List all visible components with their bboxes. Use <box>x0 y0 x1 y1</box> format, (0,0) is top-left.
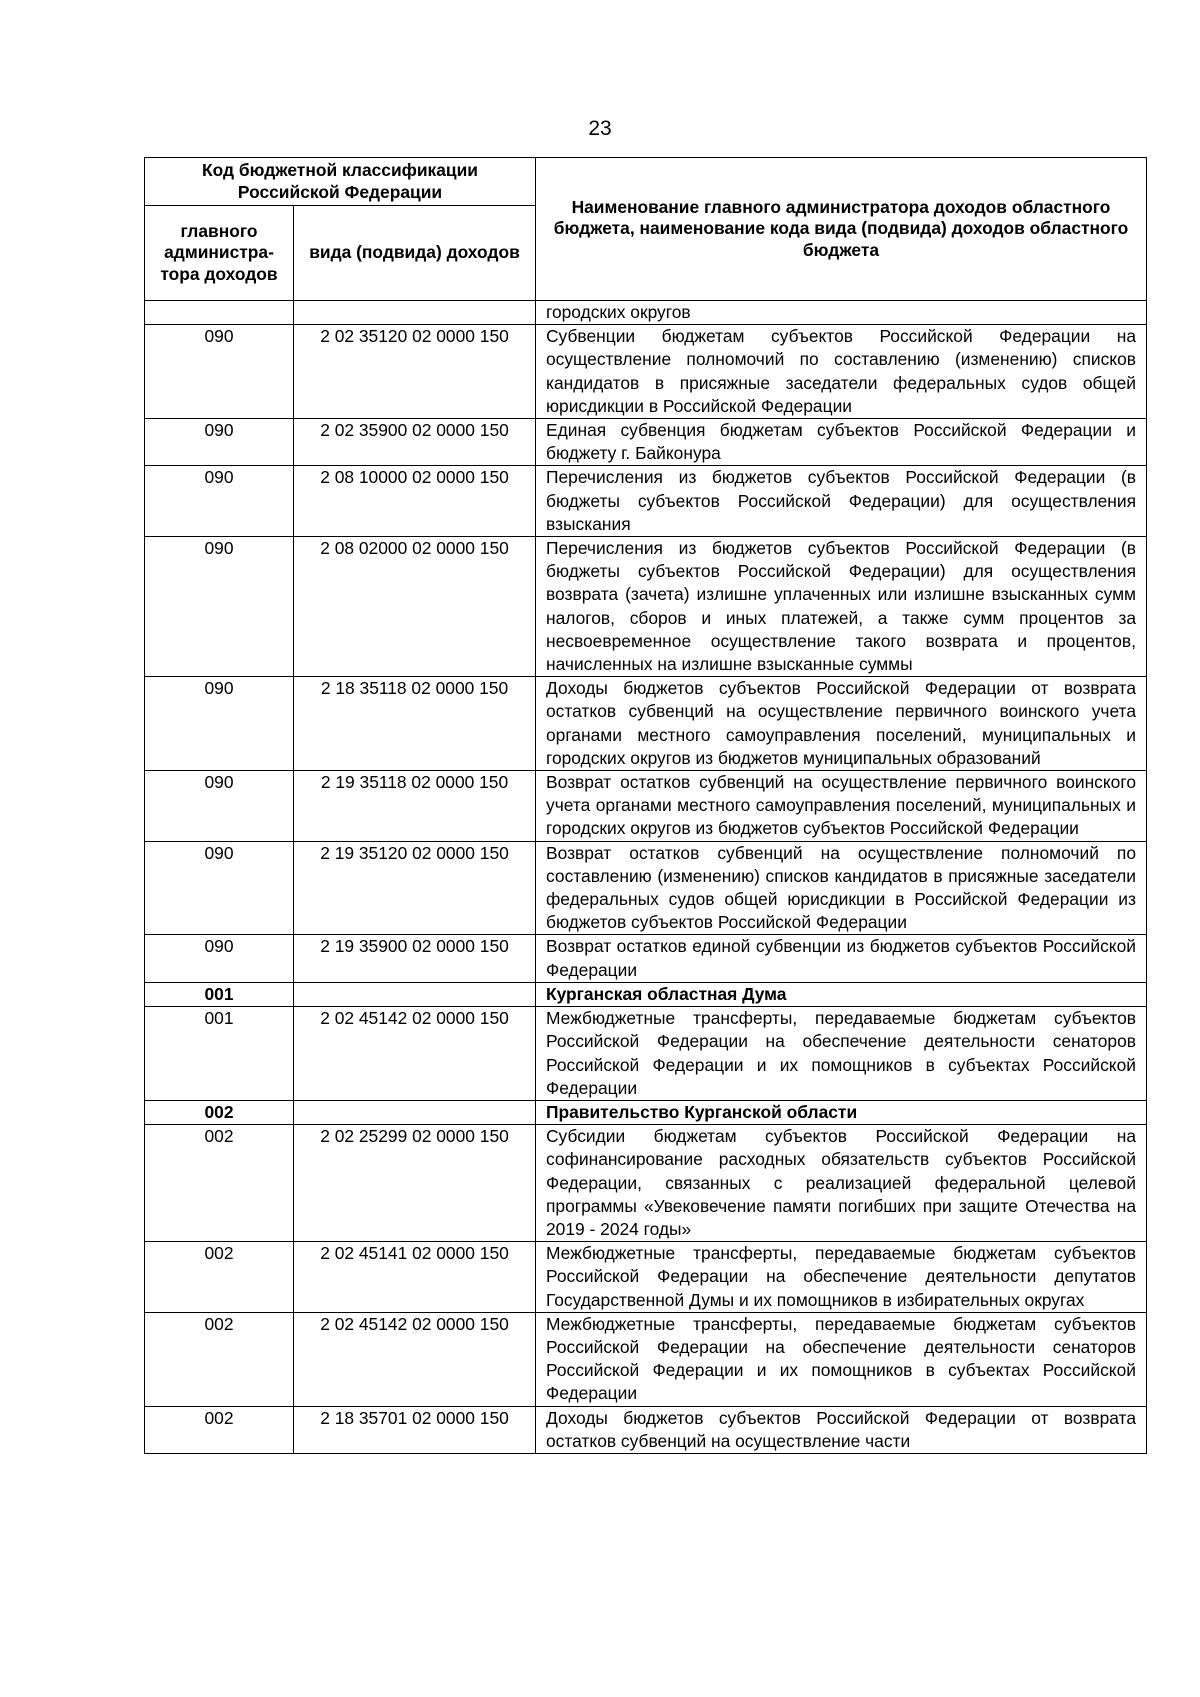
row-income-code: 2 19 35120 02 0000 150 <box>294 841 536 935</box>
row-income-code: 2 02 45142 02 0000 150 <box>294 1312 536 1406</box>
row-admin-code: 090 <box>145 325 294 419</box>
header-name-column: Наименование главного администратора доходов областного бюджета, наименование кода вида (подвида) доходов областного бюджета <box>536 158 1147 301</box>
table-row <box>145 537 1147 677</box>
row-income-code: 2 08 02000 02 0000 150 <box>294 537 536 677</box>
row-income-code: 2 02 25299 02 0000 150 <box>294 1125 536 1242</box>
row-income-code: 2 02 35120 02 0000 150 <box>294 325 536 419</box>
row-income-code: 2 18 35701 02 0000 150 <box>294 1406 536 1453</box>
row-income-code <box>294 982 536 1006</box>
table-row <box>145 1312 1147 1406</box>
row-income-code: 2 19 35118 02 0000 150 <box>294 771 536 842</box>
table-body <box>145 301 1147 1454</box>
table-row <box>145 935 1147 982</box>
table-row <box>145 1242 1147 1313</box>
row-admin-code: 090 <box>145 466 294 537</box>
row-admin-code: 002 <box>145 1406 294 1453</box>
row-income-code: 2 08 10000 02 0000 150 <box>294 466 536 537</box>
row-income-name: Межбюджетные трансферты, передаваемые бюджетам субъектов Российской Федерации на обеспечение деятельности сенаторов Российской Федерации и их помощников в субъектах Российской Федерации <box>536 1007 1147 1101</box>
row-income-name: Доходы бюджетов субъектов Российской Федерации от возврата остатков субвенций на осуществление части <box>536 1406 1147 1453</box>
row-income-code: 2 18 35118 02 0000 150 <box>294 677 536 771</box>
row-income-code <box>294 301 536 325</box>
row-admin-code: 090 <box>145 935 294 982</box>
row-income-name: Межбюджетные трансферты, передаваемые бюджетам субъектов Российской Федерации на обеспечение деятельности сенаторов Российской Федерации и их помощников в субъектах Российской Федерации <box>536 1312 1147 1406</box>
row-admin-code <box>145 301 294 325</box>
row-income-name: Правительство Курганской области <box>536 1100 1147 1124</box>
row-admin-code: 001 <box>145 982 294 1006</box>
row-income-name: городских округов <box>536 301 1147 325</box>
row-income-code: 2 02 45141 02 0000 150 <box>294 1242 536 1313</box>
table-row <box>145 301 1147 325</box>
table-row <box>145 841 1147 935</box>
row-income-name: Субвенции бюджетам субъектов Российской Федерации на осуществление полномочий по составлению (изменению) списков кандидатов в присяжные заседатели федеральных судов общей юрисдикции в Российской Федерации <box>536 325 1147 419</box>
row-admin-code: 090 <box>145 537 294 677</box>
row-income-name: Курганская областная Дума <box>536 982 1147 1006</box>
table-row <box>145 419 1147 466</box>
row-income-code: 2 02 35900 02 0000 150 <box>294 419 536 466</box>
table-row <box>145 1406 1147 1453</box>
row-income-code <box>294 1100 536 1124</box>
table-row <box>145 1007 1147 1101</box>
row-income-name: Возврат остатков единой субвенции из бюджетов субъектов Российской Федерации <box>536 935 1147 982</box>
row-income-name: Перечисления из бюджетов субъектов Российской Федерации (в бюджеты субъектов Российской Федерации) для осуществления возврата (зачета) излишне уплаченных или излишне взысканных сумм налогов, сборов и иных платежей, а также сумм процентов за несвоевременное осуществление такого возврата и процентов, начисленных на излишне взысканные суммы <box>536 537 1147 677</box>
page-number: 23 <box>588 117 612 140</box>
table-row <box>145 1125 1147 1242</box>
budget-classification-table <box>144 157 1147 1454</box>
header-admin-column: главного администра-тора доходов <box>145 206 294 301</box>
row-income-code: 2 19 35900 02 0000 150 <box>294 935 536 982</box>
header-group-label: Код бюджетной классификации Российской Федерации <box>145 158 536 206</box>
row-admin-code: 002 <box>145 1100 294 1124</box>
row-income-name: Перечисления из бюджетов субъектов Российской Федерации (в бюджеты субъектов Российской Федерации) для осуществления взыскания <box>536 466 1147 537</box>
table-row <box>145 466 1147 537</box>
row-income-code: 2 02 45142 02 0000 150 <box>294 1007 536 1101</box>
row-income-name: Субсидии бюджетам субъектов Российской Федерации на софинансирование расходных обязательств субъектов Российской Федерации, связанных с реализацией федеральной целевой программы «Увековечение памяти погибших при защите Отечества на 2019 - 2024 годы» <box>536 1125 1147 1242</box>
row-income-name: Доходы бюджетов субъектов Российской Федерации от возврата остатков субвенций на осуществление первичного воинского учета органами местного самоуправления поселений, муниципальных и городских округов из бюджетов муниципальных образований <box>536 677 1147 771</box>
row-admin-code: 090 <box>145 677 294 771</box>
row-income-name: Возврат остатков субвенций на осуществление первичного воинского учета органами местного самоуправления поселений, муниципальных и городских округов из бюджетов субъектов Российской Федерации <box>536 771 1147 842</box>
row-admin-code: 002 <box>145 1125 294 1242</box>
table-row <box>145 982 1147 1006</box>
table-row <box>145 1100 1147 1124</box>
table-row <box>145 677 1147 771</box>
row-admin-code: 090 <box>145 419 294 466</box>
table-header <box>145 158 1147 301</box>
row-admin-code: 090 <box>145 771 294 842</box>
row-admin-code: 090 <box>145 841 294 935</box>
row-admin-code: 001 <box>145 1007 294 1101</box>
row-income-name: Возврат остатков субвенций на осуществление полномочий по составлению (изменению) списков кандидатов в присяжные заседатели федеральных судов общей юрисдикции в Российской Федерации из бюджетов субъектов Российской Федерации <box>536 841 1147 935</box>
table-row <box>145 325 1147 419</box>
header-code-column: вида (подвида) доходов <box>294 206 536 301</box>
row-income-name: Единая субвенция бюджетам субъектов Российской Федерации и бюджету г. Байконура <box>536 419 1147 466</box>
row-admin-code: 002 <box>145 1242 294 1313</box>
table-row <box>145 771 1147 842</box>
row-admin-code: 002 <box>145 1312 294 1406</box>
row-income-name: Межбюджетные трансферты, передаваемые бюджетам субъектов Российской Федерации на обеспечение деятельности депутатов Государственной Думы и их помощников в избирательных округах <box>536 1242 1147 1313</box>
